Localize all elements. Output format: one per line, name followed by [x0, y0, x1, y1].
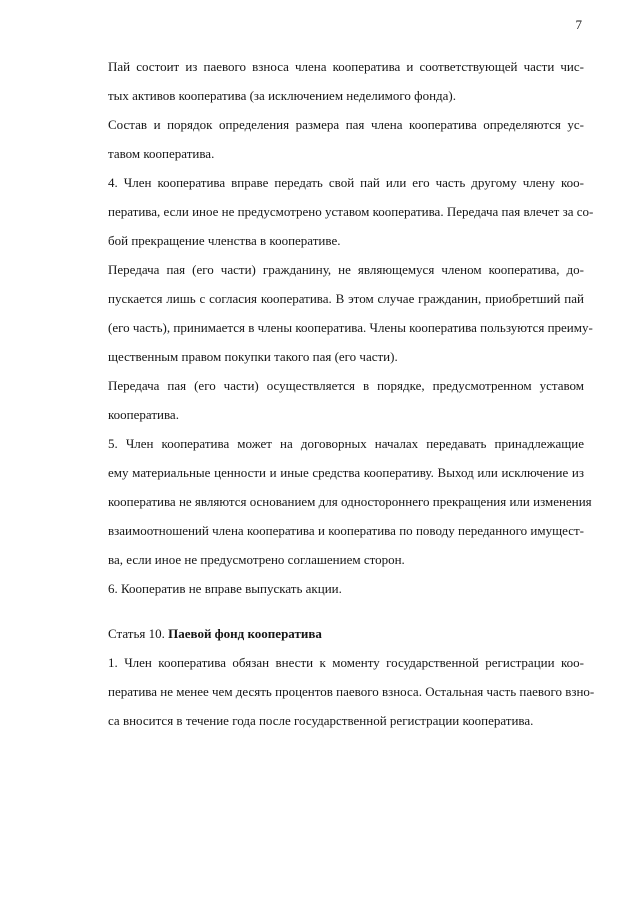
text-line: ператива, если иное не предусмотрено уставом кооператива. Передача пая влечет за со-	[108, 204, 594, 219]
text-line: са вносится в течение года после государственной регистрации кооператива.	[108, 713, 534, 728]
text-line: пускается лишь с согласия кооператива. В этом случае гражданин, приобретший пай	[108, 291, 584, 306]
body-paragraph	[108, 52, 584, 110]
text-line: кооператива не являются основанием для одностороннего прекращения или изменения	[108, 494, 592, 509]
text-line: бой прекращение членства в кооперативе.	[108, 233, 341, 248]
text-line: тых активов кооператива (за исключением неделимого фонда).	[108, 88, 457, 103]
text-line: 6. Кооператив не вправе выпускать акции.	[108, 581, 342, 596]
article-prefix: Статья 10.	[108, 626, 165, 641]
article-title: Паевой фонд кооператива	[168, 626, 322, 641]
text-line: ва, если иное не предусмотрено соглашением сторон.	[108, 552, 405, 567]
text-line: Передача пая (его части) осуществляется в порядке, предусмотренном уставом	[108, 378, 584, 393]
body-paragraph	[108, 574, 584, 603]
text-line: кооператива.	[108, 407, 179, 422]
text-line: Передача пая (его части) гражданину, не являющемуся членом кооператива, до-	[108, 262, 584, 277]
text-line: Состав и порядок определения размера пая члена кооператива определяются ус-	[108, 117, 584, 132]
article-heading	[108, 619, 584, 648]
page-number: 7	[575, 17, 582, 32]
body-paragraph	[108, 371, 584, 429]
document-body	[108, 52, 595, 735]
text-line: 4. Член кооператива вправе передать свой пай или его часть другому члену коо-	[108, 175, 584, 190]
text-line: (его часть), принимается в члены кооператива. Члены кооператива пользуются преиму-	[108, 320, 593, 335]
text-line: 5. Член кооператива может на договорных началах передавать принадлежащие	[108, 436, 584, 451]
text-line: щественным правом покупки такого пая (его части).	[108, 349, 398, 364]
text-line: взаимоотношений члена кооператива и кооператива по поводу переданного имущест-	[108, 523, 584, 538]
body-paragraph	[108, 255, 593, 371]
text-line: ему материальные ценности и иные средства кооперативу. Выход или исключение из	[108, 465, 584, 480]
paragraph-list	[108, 52, 594, 603]
article-paragraph-list	[108, 648, 595, 735]
text-line: Пай состоит из паевого взноса члена кооператива и соответствующей части чис-	[108, 59, 584, 74]
body-paragraph	[108, 429, 592, 574]
text-line: тавом кооператива.	[108, 146, 215, 161]
body-paragraph	[108, 168, 594, 255]
body-paragraph	[108, 110, 584, 168]
text-line: ператива не менее чем десять процентов паевого взноса. Остальная часть паевого взно-	[108, 684, 595, 699]
text-line: 1. Член кооператива обязан внести к моменту государственной регистрации коо-	[108, 655, 584, 670]
article-paragraph	[108, 648, 595, 735]
